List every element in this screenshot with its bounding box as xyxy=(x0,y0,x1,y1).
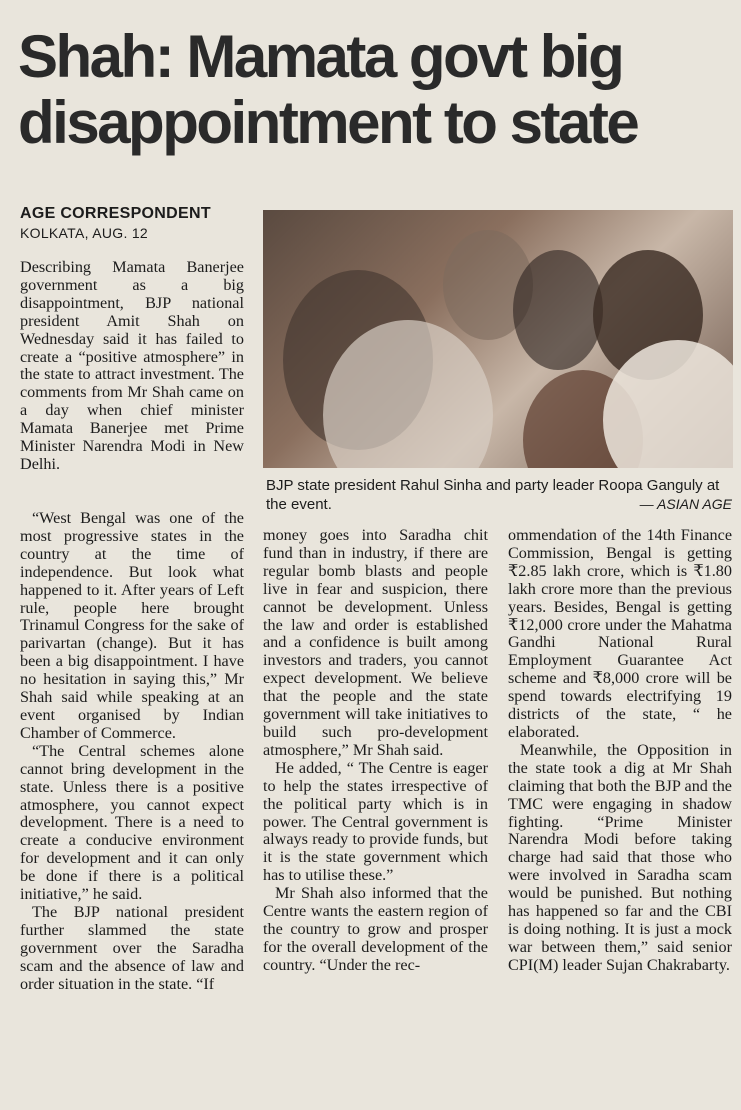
column-1-bottom xyxy=(20,510,244,993)
headline: Shah: Mamata govt big disappointment to state xyxy=(18,23,638,156)
paragraph: He added, “ The Centre is eager to help the states irrespective of the political party which is in power. The Central government is always ready to provide funds, but it is the state government which has to utilise these.” xyxy=(263,758,488,885)
column-1-top xyxy=(20,259,244,474)
paragraph: The BJP national president further slammed the state government over the Saradha scam and the absence of law and order situation in the state. “If xyxy=(20,902,244,993)
paragraph: Describing Mamata Banerjee government as a big disappointment, BJP national president Amit Shah on Wednesday said it has failed to create a “positive atmosphere” in the state to attract investment. The comments from Mr Shah came on a day when chief minister Mamata Banerjee met Prime Minister Narendra Modi in New Delhi. xyxy=(20,258,244,473)
photo-credit: — ASIAN AGE xyxy=(639,496,732,512)
paragraph: money goes into Saradha chit fund than in industry, if there are regular bomb blasts and people live in fear and suspicion, there cannot be development. Unless the law and order is established and a confidence is built among investors and traders, you cannot expect development. We believe that the people and the state government will take initiatives to build such pro-development atmosphere,” Mr Shah said. xyxy=(263,526,488,759)
paragraph: “West Bengal was one of the most progressive states in the country at the time of independence. But look what happened to it. After years of Left rule, people here brought Trinamul Congress for the sake of parivartan (change). But it has been a big disappointment. I have no hesitation in saying this,” Mr Shah said while speaking at an event organised by Indian Chamber of Commerce. xyxy=(20,509,244,742)
column-2 xyxy=(263,527,488,975)
byline-dateline: KOLKATA, AUG. 12 xyxy=(20,225,148,241)
paragraph: “The Central schemes alone cannot bring development in the state. Unless there is a positive atmosphere, you cannot expect development. There is a need to create a conducive environment for development and it can only be done if there is a political initiative,” he said. xyxy=(20,741,244,904)
byline xyxy=(20,205,211,241)
byline-author: AGE CORRESPONDENT xyxy=(20,205,211,222)
photo-caption xyxy=(266,476,732,514)
paragraph: ommendation of the 14th Finance Commission, Bengal is getting ₹2.85 lakh crore, which is ₹1.80 lakh crore more than the previous years. Besides, Bengal is getting ₹12,000 crore under the Mahatma Gandhi National Rural Employment Guarantee Act scheme and ₹8,000 crore will be spend towards electrifying 19 districts of the state, “ he elaborated. xyxy=(508,526,732,741)
photo-caption-text: BJP state president Rahul Sinha and party leader Roopa Ganguly at the event. xyxy=(266,477,720,513)
paragraph: Mr Shah also informed that the Centre wants the eastern region of the country to grow and prosper for the overall development of the country. “Under the rec- xyxy=(263,884,488,974)
news-photo xyxy=(263,210,733,468)
column-3 xyxy=(508,527,732,975)
paragraph: Meanwhile, the Opposition in the state took a dig at Mr Shah claiming that both the BJP and the TMC were engaging in shadow fighting. “Prime Minister Narendra Modi before taking charge had said that those who were involved in Saradha scam would be punished. But nothing has happened so far and the CBI is doing nothing. It is just a mock war between them,” said senior CPI(M) leader Sujan Chakrabarty. xyxy=(508,740,732,974)
